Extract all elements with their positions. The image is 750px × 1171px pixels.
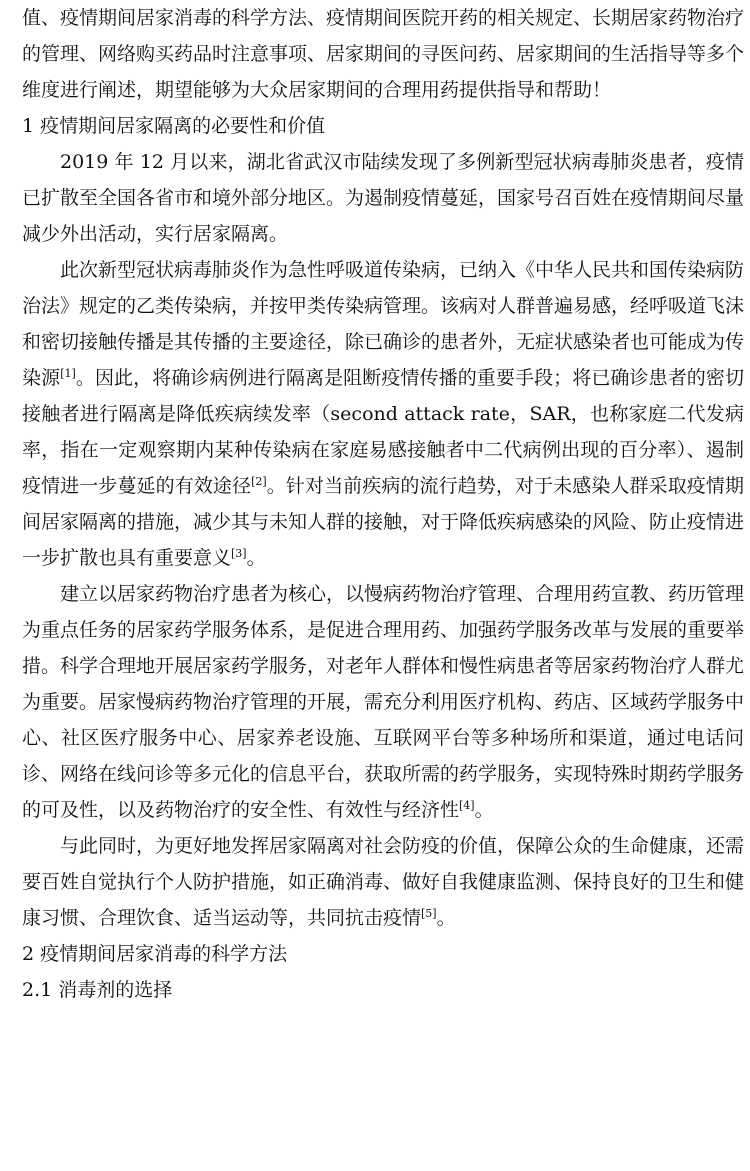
section-1-paragraph-4 bbox=[22, 828, 744, 936]
citation-ref-1: [1] bbox=[60, 367, 76, 380]
citation-ref-3: [3] bbox=[231, 547, 247, 560]
paragraph-text: 建立以居家药物治疗患者为核心，以慢病药物治疗管理、合理用药宣教、药历管理为重点任务的居家药学服务体系，是促进合理用药、加强药学服务改革与发展的重要举措。科学合理地开展居家药学服务，对老年人群体和慢性病患者等居家药物治疗人群尤为重要。居家慢病药物治疗管理的开展，需充分利用医疗机构、药店、区域药学服务中心、社区医疗服务中心、居家养老设施、互联网平台等多种场所和渠道，通过电话问诊、网络在线问诊等多元化的信息平台，获取所需的药学服务，实现特殊时期药学服务的可及性，以及药物治疗的安全性、有效性与经济性 bbox=[22, 583, 745, 821]
section-2-heading: 2 疫情期间居家消毒的科学方法 bbox=[22, 943, 288, 965]
subsection-2-1-heading: 2.1 消毒剂的选择 bbox=[22, 979, 173, 1001]
paragraph-text: 。 bbox=[474, 799, 494, 821]
paragraph-text: 与此同时，为更好地发挥居家隔离对社会防疫的价值，保障公众的生命健康，还需要百姓自觉执行个人防护措施，如正确消毒、做好自我健康监测、保持良好的卫生和健康习惯、合理饮食、适当运动等，共同抗击疫情 bbox=[22, 835, 745, 929]
section-1-paragraph-2 bbox=[22, 252, 744, 576]
paragraph-text: 此次新型冠状病毒肺炎作为急性呼吸道传染病，已纳入《中华人民共和国传染病防治法》规定的乙类传染病，并按甲类传染病管理。该病对人群普遍易感，经呼吸道飞沫和密切接触传播是其传播的主要途径，除已确诊的患者外，无症状感染者也可能成为传染源 bbox=[22, 259, 745, 389]
section-1-paragraph-1: 2019 年 12 月以来，湖北省武汉市陆续发现了多例新型冠状病毒肺炎患者，疫情已扩散至全国各省市和境外部分地区。为遏制疫情蔓延，国家号召百姓在疫情期间尽量减少外出活动，实行居家隔离。 bbox=[22, 151, 745, 245]
intro-paragraph: 值、疫情期间居家消毒的科学方法、疫情期间医院开药的相关规定、长期居家药物治疗的管理、网络购买药品时注意事项、居家期间的寻医问药、居家期间的生活指导等多个维度进行阐述，期望能够为大众居家期间的合理用药提供指导和帮助！ bbox=[22, 7, 745, 101]
citation-ref-5: [5] bbox=[421, 907, 437, 920]
paragraph-text: 。因此，将确诊病例进行隔离是阻断疫情传播的重要手段；将已确诊患者的密切接触者进行隔离是降低疾病续发率（second attack rate，SAR，也称家庭二代发病率，指在一定观察期内某种传染病在家庭易感接触者中二代病例出现的百分率）、遏制疫情进一步蔓延的有效途径 bbox=[22, 367, 744, 497]
paragraph-text: 。针对当前疾病的流行趋势，对于未感染人群采取疫情期间居家隔离的措施，减少其与未知人群的接触，对于降低疾病感染的风险、防止疫情进一步扩散也具有重要意义 bbox=[22, 475, 745, 569]
paragraph-text: 。 bbox=[436, 907, 456, 929]
section-1-paragraph-3 bbox=[22, 576, 744, 828]
citation-ref-2: [2] bbox=[251, 475, 267, 488]
section-1-heading: 1 疫情期间居家隔离的必要性和价值 bbox=[22, 115, 326, 137]
paragraph-text: 。 bbox=[246, 547, 266, 569]
citation-ref-4: [4] bbox=[459, 799, 475, 812]
